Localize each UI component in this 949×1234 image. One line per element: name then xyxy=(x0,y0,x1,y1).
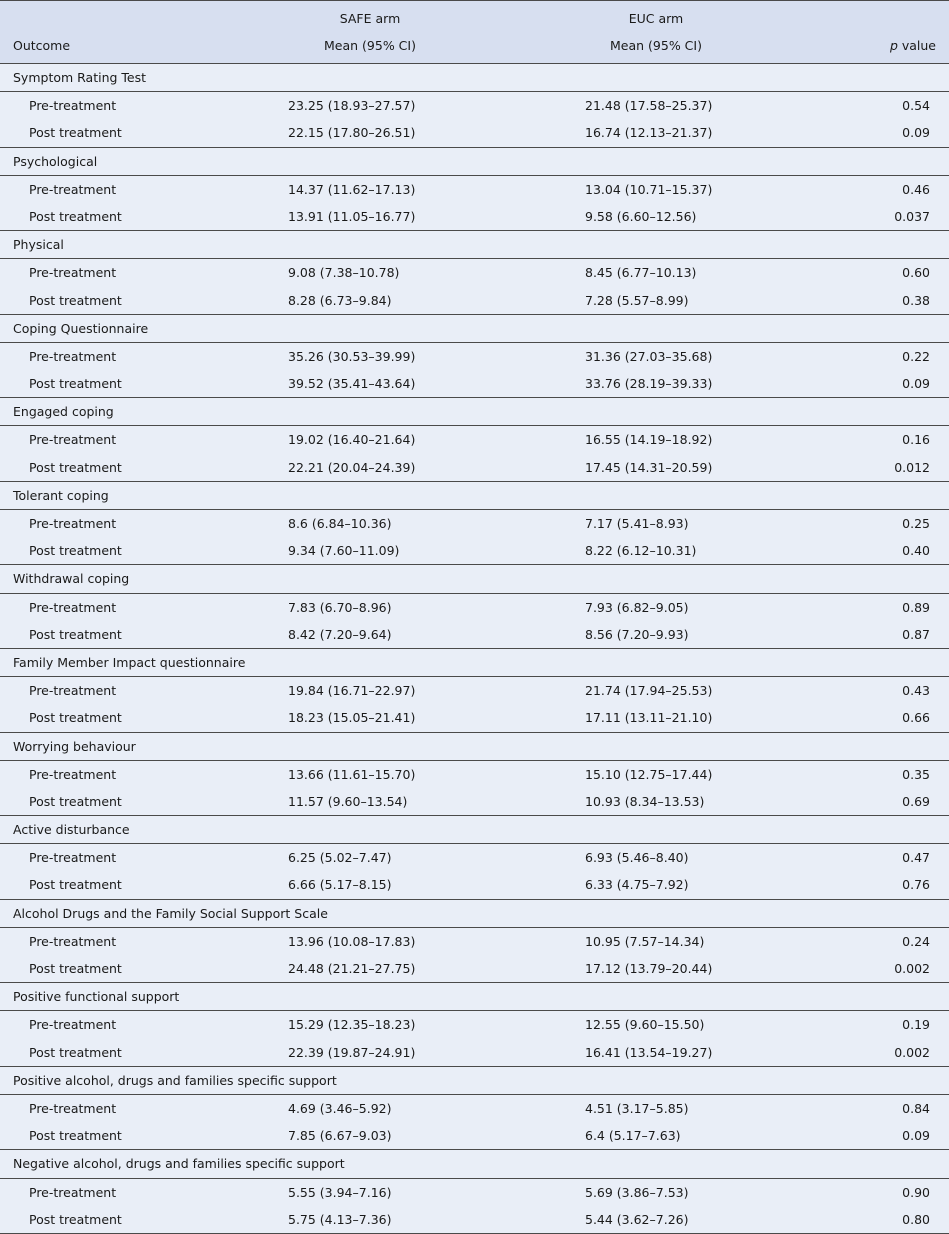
row-label: Post treatment xyxy=(29,710,122,726)
safe-value: 22.21 (20.04–24.39) xyxy=(288,459,416,475)
safe-value: 23.25 (18.93–27.57) xyxy=(288,98,416,114)
p-value: 0.16 xyxy=(902,432,930,448)
table-row xyxy=(0,287,949,315)
category-row xyxy=(0,565,949,593)
safe-value: 8.28 (6.73–9.84) xyxy=(288,292,392,308)
row-label: Pre-treatment xyxy=(29,599,117,615)
p-value: 0.09 xyxy=(902,376,930,392)
euc-value: 33.76 (28.19–39.33) xyxy=(585,376,713,392)
euc-value: 6.93 (5.46–8.40) xyxy=(585,850,689,866)
category-row xyxy=(0,816,949,844)
safe-value: 5.55 (3.94–7.16) xyxy=(288,1184,392,1200)
table-row xyxy=(0,761,949,788)
p-value: 0.60 xyxy=(902,265,930,281)
safe-value: 13.66 (11.61–15.70) xyxy=(288,766,416,782)
p-value: 0.87 xyxy=(902,626,930,642)
euc-value: 8.22 (6.12–10.31) xyxy=(585,543,697,559)
row-label: Pre-treatment xyxy=(29,432,117,448)
header-p-italic: p xyxy=(889,38,898,53)
header-euc-arm: EUC arm xyxy=(628,11,684,26)
table-row xyxy=(0,788,949,816)
safe-value: 39.52 (35.41–43.64) xyxy=(288,376,416,392)
category-row xyxy=(0,231,949,259)
table-row xyxy=(0,871,949,899)
safe-value: 9.34 (7.60–11.09) xyxy=(288,543,400,559)
table-row xyxy=(0,119,949,147)
safe-value: 14.37 (11.62–17.13) xyxy=(288,181,416,197)
row-label: Post treatment xyxy=(29,292,122,308)
category-row xyxy=(0,1150,949,1178)
row-label: Pre-treatment xyxy=(29,516,117,531)
row-label: Pre-treatment xyxy=(29,766,117,782)
row-label: Post treatment xyxy=(29,208,122,224)
p-value: 0.012 xyxy=(894,459,930,475)
row-label: Post treatment xyxy=(29,961,122,976)
table-row xyxy=(0,928,949,955)
safe-value: 15.29 (12.35–18.23) xyxy=(288,1017,416,1033)
row-label: Post treatment xyxy=(29,877,122,893)
category-row xyxy=(0,315,949,343)
table-row xyxy=(0,621,949,649)
category-row xyxy=(0,482,949,510)
euc-value: 31.36 (27.03–35.68) xyxy=(585,348,713,364)
euc-value: 10.95 (7.57–14.34) xyxy=(585,933,705,949)
p-value: 0.46 xyxy=(902,181,930,197)
euc-value: 17.12 (13.79–20.44) xyxy=(585,961,713,976)
category-row xyxy=(0,733,949,761)
table-row xyxy=(0,1039,949,1067)
category-label: Negative alcohol, drugs and families specific support xyxy=(13,1156,345,1172)
euc-value: 12.55 (9.60–15.50) xyxy=(585,1017,705,1033)
category-label: Symptom Rating Test xyxy=(13,70,147,85)
p-value: 0.25 xyxy=(902,516,930,531)
table-row xyxy=(0,203,949,231)
p-value: 0.19 xyxy=(902,1017,930,1033)
safe-value: 13.91 (11.05–16.77) xyxy=(288,208,416,224)
category-row xyxy=(0,148,949,176)
safe-value: 7.85 (6.67–9.03) xyxy=(288,1128,392,1144)
row-label: Pre-treatment xyxy=(29,181,117,197)
table-header xyxy=(0,1,949,64)
p-value: 0.66 xyxy=(902,710,930,726)
header-euc-stat: Mean (95% CI) xyxy=(610,38,702,53)
table-row xyxy=(0,677,949,704)
table-row xyxy=(0,426,949,453)
table-row xyxy=(0,343,949,370)
category-label: Engaged coping xyxy=(13,404,114,420)
row-label: Pre-treatment xyxy=(29,1184,117,1200)
p-value: 0.40 xyxy=(902,543,930,559)
p-value: 0.76 xyxy=(902,877,930,893)
p-value: 0.002 xyxy=(894,1044,930,1060)
row-label: Post treatment xyxy=(29,1128,122,1144)
row-label: Post treatment xyxy=(29,1211,122,1227)
p-value: 0.84 xyxy=(902,1100,930,1116)
euc-value: 8.45 (6.77–10.13) xyxy=(585,265,697,281)
euc-value: 21.48 (17.58–25.37) xyxy=(585,98,713,114)
safe-value: 8.6 (6.84–10.36) xyxy=(288,516,392,531)
category-row xyxy=(0,900,949,928)
euc-value: 15.10 (12.75–17.44) xyxy=(585,766,713,782)
category-label: Active disturbance xyxy=(13,822,130,838)
category-row xyxy=(0,983,949,1011)
table-row xyxy=(0,704,949,732)
category-row xyxy=(0,64,949,92)
table-row xyxy=(0,1095,949,1122)
row-label: Pre-treatment xyxy=(29,1100,117,1116)
table-row xyxy=(0,844,949,871)
table-row xyxy=(0,454,949,482)
euc-value: 13.04 (10.71–15.37) xyxy=(585,181,713,197)
safe-value: 11.57 (9.60–13.54) xyxy=(288,793,408,809)
euc-value: 9.58 (6.60–12.56) xyxy=(585,208,697,224)
header-p-value xyxy=(890,38,936,53)
safe-value: 4.69 (3.46–5.92) xyxy=(288,1100,392,1116)
euc-value: 10.93 (8.34–13.53) xyxy=(585,793,705,809)
row-label: Pre-treatment xyxy=(29,98,117,114)
euc-value: 8.56 (7.20–9.93) xyxy=(585,626,689,642)
table-row xyxy=(0,1122,949,1150)
header-safe-stat: Mean (95% CI) xyxy=(324,38,416,53)
row-label: Pre-treatment xyxy=(29,850,117,866)
euc-value: 7.28 (5.57–8.99) xyxy=(585,292,689,308)
row-label: Post treatment xyxy=(29,1044,122,1060)
euc-value: 17.45 (14.31–20.59) xyxy=(585,459,713,475)
category-label: Family Member Impact questionnaire xyxy=(13,654,246,670)
category-row xyxy=(0,1067,949,1095)
p-value: 0.80 xyxy=(902,1211,930,1227)
row-label: Post treatment xyxy=(29,459,122,475)
euc-value: 5.69 (3.86–7.53) xyxy=(585,1184,689,1200)
euc-value: 6.4 (5.17–7.63) xyxy=(585,1128,681,1144)
table-row xyxy=(0,92,949,119)
category-label: Withdrawal coping xyxy=(13,571,130,587)
category-row xyxy=(0,398,949,426)
table-row xyxy=(0,1011,949,1038)
category-row xyxy=(0,649,949,677)
header-p-rest: value xyxy=(897,38,936,53)
table-row xyxy=(0,1206,949,1233)
category-label: Coping Questionnaire xyxy=(13,320,149,336)
euc-value: 16.55 (14.19–18.92) xyxy=(585,432,713,448)
p-value: 0.47 xyxy=(902,850,930,866)
euc-value: 17.11 (13.11–21.10) xyxy=(585,710,713,726)
euc-value: 4.51 (3.17–5.85) xyxy=(585,1100,689,1116)
p-value: 0.89 xyxy=(902,599,930,615)
safe-value: 6.25 (5.02–7.47) xyxy=(288,850,392,866)
table-row xyxy=(0,176,949,203)
table-row xyxy=(0,594,949,621)
safe-value: 6.66 (5.17–8.15) xyxy=(288,877,392,893)
p-value: 0.09 xyxy=(902,1128,930,1144)
p-value: 0.09 xyxy=(902,125,930,141)
safe-value: 13.96 (10.08–17.83) xyxy=(288,933,416,949)
safe-value: 9.08 (7.38–10.78) xyxy=(288,265,400,281)
p-value: 0.22 xyxy=(902,348,930,364)
p-value: 0.69 xyxy=(902,793,930,809)
category-label: Psychological xyxy=(13,153,98,169)
category-label: Positive functional support xyxy=(13,989,180,1005)
category-label: Worrying behaviour xyxy=(13,738,136,754)
table-row xyxy=(0,1179,949,1206)
row-label: Pre-treatment xyxy=(29,933,117,949)
row-label: Pre-treatment xyxy=(29,683,117,699)
p-value: 0.037 xyxy=(894,208,930,224)
euc-value: 16.41 (13.54–19.27) xyxy=(585,1044,713,1060)
safe-value: 18.23 (15.05–21.41) xyxy=(288,710,416,726)
header-outcome: Outcome xyxy=(13,38,71,53)
safe-value: 8.42 (7.20–9.64) xyxy=(288,626,392,642)
header-safe-arm: SAFE arm xyxy=(339,11,401,26)
euc-value: 6.33 (4.75–7.92) xyxy=(585,877,689,893)
safe-value: 7.83 (6.70–8.96) xyxy=(288,599,392,615)
safe-value: 5.75 (4.13–7.36) xyxy=(288,1211,392,1227)
category-label: Alcohol Drugs and the Family Social Support Scale xyxy=(13,905,328,921)
table-row xyxy=(0,259,949,286)
row-label: Post treatment xyxy=(29,125,122,141)
row-label: Post treatment xyxy=(29,793,122,809)
row-label: Post treatment xyxy=(29,376,122,392)
row-label: Pre-treatment xyxy=(29,1017,117,1033)
row-label: Post treatment xyxy=(29,626,122,642)
row-label: Pre-treatment xyxy=(29,265,117,281)
euc-value: 5.44 (3.62–7.26) xyxy=(585,1211,689,1227)
category-label: Physical xyxy=(13,237,64,253)
category-label: Positive alcohol, drugs and families specific support xyxy=(13,1072,337,1088)
safe-value: 24.48 (21.21–27.75) xyxy=(288,961,416,976)
p-value: 0.38 xyxy=(902,292,930,308)
euc-value: 21.74 (17.94–25.53) xyxy=(585,683,713,699)
p-value: 0.002 xyxy=(894,961,930,976)
euc-value: 7.93 (6.82–9.05) xyxy=(585,599,689,615)
category-label: Tolerant coping xyxy=(13,487,109,503)
table-row xyxy=(0,510,949,537)
safe-value: 35.26 (30.53–39.99) xyxy=(288,348,416,364)
row-label: Pre-treatment xyxy=(29,348,117,364)
table-body xyxy=(0,64,949,1233)
safe-value: 22.39 (19.87–24.91) xyxy=(288,1044,416,1060)
euc-value: 16.74 (12.13–21.37) xyxy=(585,125,713,141)
p-value: 0.35 xyxy=(902,766,930,782)
p-value: 0.90 xyxy=(902,1184,930,1200)
table-row xyxy=(0,955,949,983)
safe-value: 22.15 (17.80–26.51) xyxy=(288,125,416,141)
table-row xyxy=(0,537,949,565)
safe-value: 19.84 (16.71–22.97) xyxy=(288,683,416,699)
table-row xyxy=(0,370,949,398)
safe-value: 19.02 (16.40–21.64) xyxy=(288,432,416,448)
p-value: 0.24 xyxy=(902,933,930,949)
p-value: 0.43 xyxy=(902,683,930,699)
p-value: 0.54 xyxy=(902,98,930,114)
euc-value: 7.17 (5.41–8.93) xyxy=(585,516,689,531)
row-label: Post treatment xyxy=(29,543,122,559)
